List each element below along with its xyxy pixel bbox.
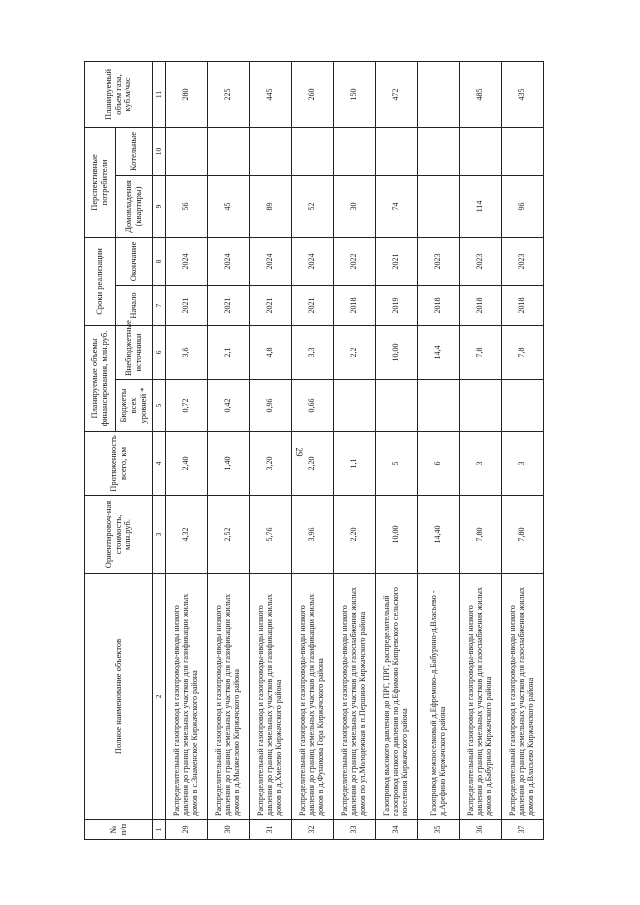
row-number-cell: 30 [208,820,250,840]
boilers-cell [376,127,418,175]
gas-volume-cell: 280 [166,61,208,127]
gas-volume-cell: 445 [250,61,292,127]
object-name-cell: Распределительный газопровод и газопроводы-вводы низкого давления до границ земельных участков для газификации жилых домов в с.Знаменское Киржачского района [166,574,208,820]
header-funding-budget: Бюджеты всех уровней * [116,380,153,432]
boilers-cell [208,127,250,175]
cost-cell: 4,32 [166,496,208,574]
extra-funding-cell: 7,8 [502,325,544,379]
table-row [250,61,292,839]
row-number-cell: 33 [334,820,376,840]
start-year-cell: 2021 [208,285,250,325]
length-cell: 2,20 [292,432,334,496]
column-number-row [153,61,166,839]
row-number-cell: 35 [418,820,460,840]
object-name-cell: Распределительный газопровод и газопроводы-вводы низкого давления до границ земельных участков для газификации жилых домов в д.Мызжелово Киржачского района [208,574,250,820]
end-year-cell: 2023 [418,237,460,285]
table-row [376,61,418,839]
gas-objects-table [84,61,544,840]
budget-funding-cell [460,380,502,432]
header-terms-start: Начало [116,285,153,325]
header-length: Протяженность всего, км [85,432,153,496]
cost-cell: 10,00 [376,496,418,574]
end-year-cell: 2024 [292,237,334,285]
budget-funding-cell: 0,42 [208,380,250,432]
length-cell: 5 [376,432,418,496]
boilers-cell [334,127,376,175]
header-row-top [85,61,116,839]
header-consumers-boilers: Котельные [116,127,153,175]
households-cell: 56 [166,175,208,237]
start-year-cell: 2021 [292,285,334,325]
header-consumers: Перспективные потребители [85,127,116,237]
column-number: 6 [153,325,166,379]
object-name-cell: Распределительный газопровод и газопроводы-вводы низкого давления до границ земельных участков для газификации жилых домов в д.Хмелево Киржачского района [250,574,292,820]
rotated-table-container [84,62,548,840]
extra-funding-cell: 10,00 [376,325,418,379]
row-number-cell: 37 [502,820,544,840]
budget-funding-cell [502,380,544,432]
end-year-cell: 2024 [166,237,208,285]
table-row [292,61,334,839]
boilers-cell [502,127,544,175]
length-cell: 6 [418,432,460,496]
gas-volume-cell: 260 [292,61,334,127]
length-cell: 3 [502,432,544,496]
budget-funding-cell: 0,72 [166,380,208,432]
object-name-cell: Газопровод межпоселковый д.Ефремово–д.Бабурино-д.Власьево - д.Арефино Киржачского района [418,574,460,820]
column-number: 7 [153,285,166,325]
table-body [166,61,544,839]
header-cost: Ориентировоч-ная стоимость, млн.руб. [85,496,153,574]
extra-funding-cell: 7,8 [460,325,502,379]
gas-volume-cell: 435 [502,61,544,127]
table-row [166,61,208,839]
gas-volume-cell: 150 [334,61,376,127]
households-cell: 52 [292,175,334,237]
header-terms-end: Окончание [116,237,153,285]
start-year-cell: 2018 [334,285,376,325]
row-number-cell: 36 [460,820,502,840]
cost-cell: 2,20 [334,496,376,574]
budget-funding-cell [418,380,460,432]
boilers-cell [166,127,208,175]
header-gas-volume: Планируемый объем газа, куб.м/час [85,61,153,127]
budget-funding-cell: 0,66 [292,380,334,432]
cost-cell: 7,80 [460,496,502,574]
object-name-cell: Распределительный газопровод и газопроводы-вводы низкого давления до границ земельных участков для газификации жилых домов в д.Фуникова Гора Киржачского района [292,574,334,820]
object-name-cell: Распределительный газопровод и газопроводы-вводы низкого давления до границ земельных участков для газоснабжения жилых домов по ул.Молодежная в п.Першино Киржачского района [334,574,376,820]
column-number: 4 [153,432,166,496]
start-year-cell: 2021 [250,285,292,325]
end-year-cell: 2024 [250,237,292,285]
table-row [208,61,250,839]
extra-funding-cell: 2,1 [208,325,250,379]
extra-funding-cell: 14,4 [418,325,460,379]
header-consumers-houses: Домовладения (квартиры) [116,175,153,237]
end-year-cell: 2023 [502,237,544,285]
length-cell: 3 [460,432,502,496]
cost-cell: 7,80 [502,496,544,574]
end-year-cell: 2024 [208,237,250,285]
length-cell: 1,40 [208,432,250,496]
column-number: 5 [153,380,166,432]
object-name-cell: Газопровод высокого давления до ПРГ, ПРГ, распределительный газопровод низкого давления по д.Ефимово Кипревского сельского поселения Киржачского района [376,574,418,820]
header-funding: Планируемые объемы финансирования, млн.руб. [85,325,116,431]
gas-volume-cell [418,61,460,127]
column-number: 9 [153,175,166,237]
row-number-cell: 29 [166,820,208,840]
households-cell: 96 [502,175,544,237]
column-number: 3 [153,496,166,574]
households-cell [418,175,460,237]
boilers-cell [418,127,460,175]
end-year-cell: 2021 [376,237,418,285]
budget-funding-cell [376,380,418,432]
start-year-cell: 2019 [376,285,418,325]
gas-volume-cell: 472 [376,61,418,127]
cost-cell: 3,96 [292,496,334,574]
table-row [460,61,502,839]
start-year-cell: 2018 [418,285,460,325]
budget-funding-cell: 0,96 [250,380,292,432]
row-number-cell: 31 [250,820,292,840]
start-year-cell: 2018 [502,285,544,325]
length-cell: 3,20 [250,432,292,496]
extra-funding-cell: 2,2 [334,325,376,379]
length-cell: 2,40 [166,432,208,496]
column-number: 11 [153,61,166,127]
column-number: 2 [153,574,166,820]
object-name-cell: Распределительный газопровод и газопроводы-вводы низкого давления до границ земельных участков для газоснабжения жилых домов в д.Бабурино Киржачского района [460,574,502,820]
column-number: 8 [153,237,166,285]
table-row [418,61,460,839]
column-number: 1 [153,820,166,840]
budget-funding-cell [334,380,376,432]
length-cell: 1,1 [334,432,376,496]
gas-volume-cell: 485 [460,61,502,127]
row-number-cell: 34 [376,820,418,840]
households-cell: 45 [208,175,250,237]
header-terms: Сроки реализации [85,237,116,325]
households-cell: 89 [250,175,292,237]
end-year-cell: 2022 [334,237,376,285]
extra-funding-cell: 3,6 [166,325,208,379]
start-year-cell: 2021 [166,285,208,325]
cost-cell: 2,52 [208,496,250,574]
cost-cell: 5,76 [250,496,292,574]
boilers-cell [250,127,292,175]
extra-funding-cell: 3,3 [292,325,334,379]
start-year-cell: 2018 [460,285,502,325]
households-cell: 114 [460,175,502,237]
gas-volume-cell: 225 [208,61,250,127]
header-no: № п/п [85,820,153,840]
column-number: 10 [153,127,166,175]
object-name-cell: Распределительный газопровод и газопроводы-вводы низкого давления до границ земельных участков для газоснабжения жилых домов в д.Власьево Киржачского района [502,574,544,820]
table-row [502,61,544,839]
row-number-cell: 32 [292,820,334,840]
table-row [334,61,376,839]
header-name: Полное наименование объектов [85,574,153,820]
households-cell: 30 [334,175,376,237]
header-funding-extra: Внебюджетные источники [116,325,153,379]
end-year-cell: 2023 [460,237,502,285]
households-cell: 74 [376,175,418,237]
boilers-cell [460,127,502,175]
cost-cell: 14,40 [418,496,460,574]
extra-funding-cell: 4,8 [250,325,292,379]
page-number: 29 [294,447,304,457]
boilers-cell [292,127,334,175]
